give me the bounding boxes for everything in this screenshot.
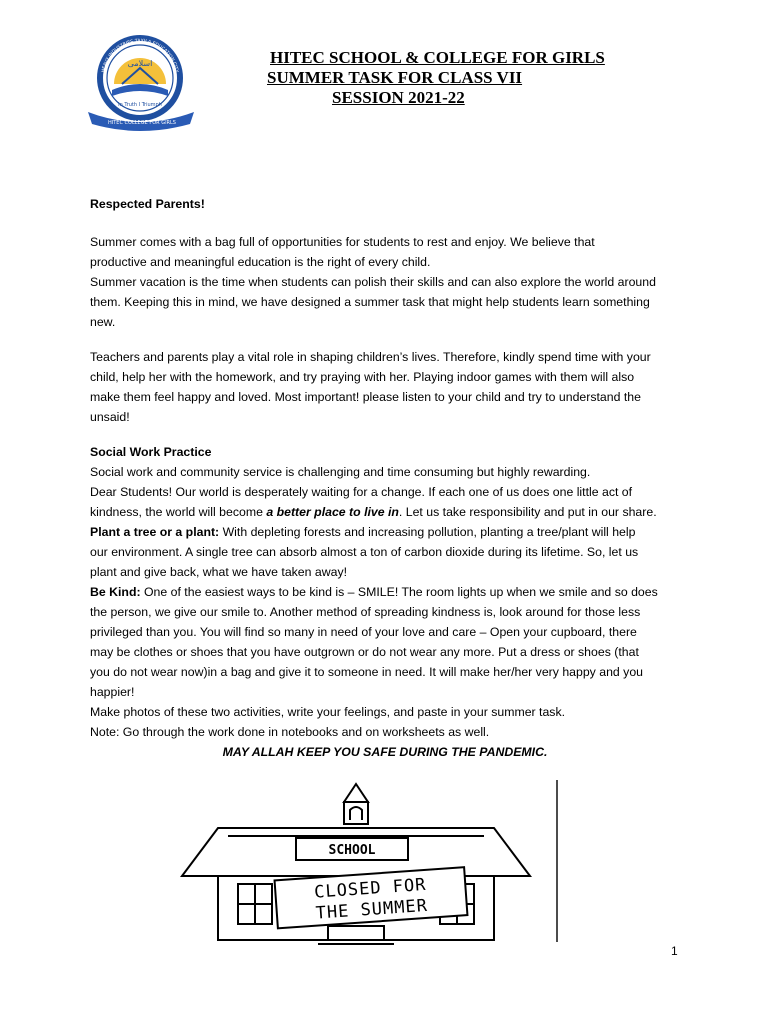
paragraph-line: Dear Students! Our world is desperately waiting for a change. If each one of us does one little act of xyxy=(90,485,633,499)
school-sign-text: SCHOOL xyxy=(328,843,376,858)
tree-label: Plant a tree or a plant: xyxy=(90,525,220,539)
paragraph-line: may be clothes or shoes that you have outgrown or do not wear any more. Put a dress or shoes (that xyxy=(90,645,639,659)
paragraph-line: our environment. A single tree can absorb almost a ton of carbon dioxide during its lifetime. So, let us xyxy=(90,545,639,559)
paragraph-line: happier! xyxy=(90,685,135,699)
salutation: Respected Parents! xyxy=(90,197,205,211)
paragraph-line: productive and meaningful education is the right of every child. xyxy=(90,255,431,269)
school-closed-illustration xyxy=(178,776,562,946)
paragraph-line: make them feel happy and loved. Most important! please listen to your child and try to understand the xyxy=(90,390,641,404)
logo-ribbon-text: HITEC COLLEGE FOR GIRLS xyxy=(108,120,176,126)
emphasis-text: a better place to live in xyxy=(266,505,399,519)
paragraph-line: unsaid! xyxy=(90,410,130,424)
paragraph-line: Social work and community service is challenging and time consuming but highly rewarding. xyxy=(90,465,591,479)
paragraph-line: Make photos of these two activities, write your feelings, and paste in your summer task. xyxy=(90,705,566,719)
banner-line-2: THE SUMMER xyxy=(315,895,429,924)
paragraph-line: you do not wear now)in a bag and give it to someone in need. It will make her/her very happy and you xyxy=(90,665,644,679)
paragraph-line: kindness, the world will become a better place to live in. Let us take responsibility and put in our share. xyxy=(90,505,657,519)
document-header xyxy=(180,48,640,108)
task-title: SUMMER TASK FOR CLASS VII xyxy=(267,68,523,87)
school-name: HITEC SCHOOL & COLLEGE FOR GIRLS xyxy=(270,48,605,67)
closing-line: MAY ALLAH KEEP YOU SAFE DURING THE PANDEMIC. xyxy=(222,745,548,759)
letter-body xyxy=(90,194,680,762)
banner-line-1: CLOSED FOR xyxy=(313,874,428,903)
paragraph-line: new. xyxy=(90,315,116,329)
page-number: 1 xyxy=(671,944,678,958)
paragraph-line: the person, we give our smile to. Another method of spreading kindness is, look around for those less xyxy=(90,605,641,619)
logo-ring-text: HEAVY INDUSTRIES TAXILA EDUCATION CITY xyxy=(101,38,179,74)
paragraph-line: Plant a tree or a plant: With depleting forests and increasing pollution, planting a tree/plant will help xyxy=(90,525,636,539)
paragraph-line: Summer comes with a bag full of opportunities for students to rest and enjoy. We believe that xyxy=(90,235,595,249)
kind-label: Be Kind: xyxy=(90,585,141,599)
paragraph-line: Teachers and parents play a vital role in shaping children’s lives. Therefore, kindly spend time with your xyxy=(90,350,651,364)
session: SESSION 2021-22 xyxy=(332,88,465,107)
paragraph-line: Summer vacation is the time when students can polish their skills and can also explore the world around xyxy=(90,275,656,289)
paragraph-line: child, help her with the homework, and try praying with her. Playing indoor games with them will also xyxy=(90,370,635,384)
paragraph-line: privileged than you. You will find so many in need of your love and care – Open your cupboard, there xyxy=(90,625,637,639)
paragraph-line: Be Kind: One of the easiest ways to be kind is – SMILE! The room lights up when we smile and so does xyxy=(90,585,658,599)
note-line: Note: Go through the work done in notebooks and on worksheets as well. xyxy=(90,725,490,739)
logo-center-script: اسلامی xyxy=(127,59,153,68)
paragraph-line: plant and give back, what we have taken away! xyxy=(90,565,348,579)
social-work-heading: Social Work Practice xyxy=(90,445,212,459)
logo-motto: In Truth I Triumph xyxy=(118,102,162,108)
paragraph-line: them. Keeping this in mind, we have designed a summer task that might help students learn something xyxy=(90,295,650,309)
